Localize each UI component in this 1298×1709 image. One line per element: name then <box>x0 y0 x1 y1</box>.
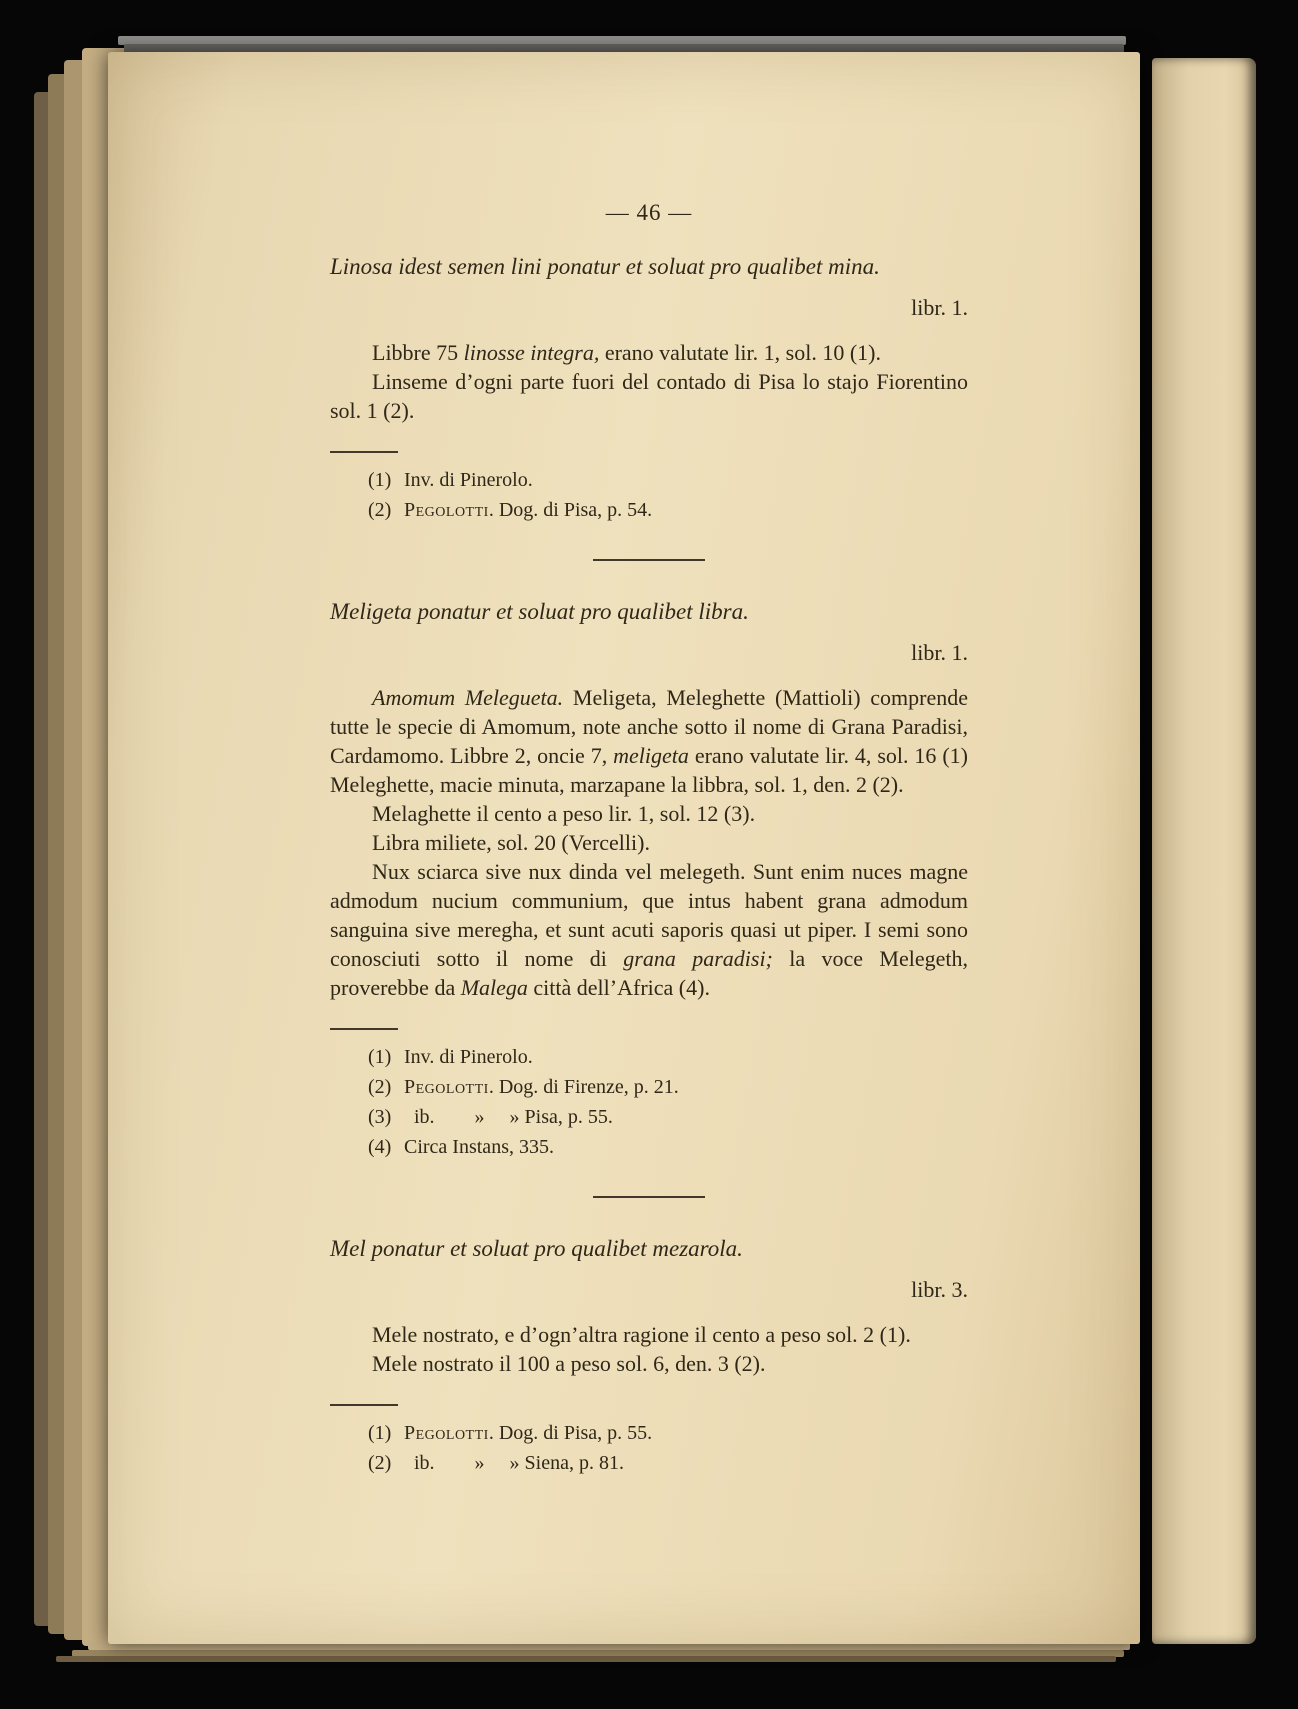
body-paragraph <box>330 857 968 1002</box>
entry-heading: Meligeta ponatur et soluat pro qualibet libra. <box>330 599 749 624</box>
footnotes <box>368 1418 968 1478</box>
text-run: città dell’Africa (4). <box>527 975 710 1000</box>
text-run: . Dog. di Firenze, p. 21. <box>488 1076 679 1098</box>
footnote-line <box>368 1042 968 1072</box>
text-run: Pegolotti <box>404 1076 489 1098</box>
text-run: grana paradisi; <box>623 946 773 971</box>
text-run: Meligeta, Meleghette (Mattioli) comprende tutte le specie di Amomum, note anche sotto il nome di Grana Paradisi, Cardamomo. Libbre 2, oncie 7, <box>330 685 968 768</box>
text-run: Nux sciarca sive nux dinda vel melegeth. Sunt enim nuces magne admodum nucium communium, que intus habent grana admodum sanguina sive meregha, et sunt acuti saporis quasi ut piper. I semi sono conosciuti sotto il nome di <box>330 859 968 971</box>
body-paragraph <box>330 1320 968 1349</box>
text-run: . Dog. di Pisa, p. 54. <box>488 499 653 521</box>
tariff-entry <box>330 1234 968 1478</box>
text-run: Pegolotti <box>404 1422 489 1444</box>
footnote-line <box>368 1448 968 1478</box>
text-run: Linseme d’ogni parte fuori del contado di Pisa lo stajo Fiorentino sol. 1 (2). <box>330 369 968 423</box>
footnotes <box>368 1042 968 1162</box>
page-bottom-edge <box>56 1656 1116 1662</box>
body-paragraph <box>330 828 968 857</box>
text-run: Libbre 75 <box>372 340 464 365</box>
footnote-line <box>368 465 968 495</box>
footnote-number: (2) <box>368 1076 392 1098</box>
tariff-value: libr. 1. <box>911 640 968 665</box>
page-number: — 46 — <box>605 200 693 225</box>
footnote-line <box>368 1072 968 1102</box>
section-divider <box>593 1196 705 1198</box>
entry-heading: Mel ponatur et soluat pro qualibet mezarola. <box>330 1236 743 1261</box>
body-paragraph <box>330 683 968 799</box>
footnote-line <box>368 495 968 525</box>
book-page <box>108 52 1140 1644</box>
text-run: Inv. di Pinerolo. <box>404 1046 533 1068</box>
body-paragraph <box>330 338 968 367</box>
text-run: Circa Instans, 335. <box>404 1136 554 1158</box>
page-sections <box>330 252 968 1478</box>
footnote-line <box>368 1418 968 1448</box>
tariff-entry <box>330 597 968 1162</box>
footnote-number: (4) <box>368 1136 392 1158</box>
text-run: ib. » » Siena, p. 81. <box>404 1452 624 1474</box>
tariff-value: libr. 1. <box>911 295 968 320</box>
text-run: . Dog. di Pisa, p. 55. <box>488 1422 653 1444</box>
text-run: linosse integra, <box>463 340 600 365</box>
text-run: la voce Melegeth, proverebbe da <box>330 946 968 1000</box>
text-run: Melaghette il cento a peso lir. 1, sol. 12 (3). <box>372 801 756 826</box>
entry-heading: Linosa idest semen lini ponatur et soluat pro qualibet mina. <box>330 254 880 279</box>
text-run: meligeta <box>613 743 689 768</box>
text-run: ib. » » Pisa, p. 55. <box>404 1106 613 1128</box>
text-run: Libra miliete, sol. 20 (Vercelli). <box>372 830 650 855</box>
footnotes <box>368 465 968 525</box>
text-run: Pegolotti <box>404 499 489 521</box>
text-run: erano valutate lir. 4, sol. 16 (1) Meleghette, macie minuta, marzapane la libbra, sol. 1, den. 2 (2). <box>330 743 968 797</box>
footnote-number: (2) <box>368 1452 392 1474</box>
text-run: erano valutate lir. 1, sol. 10 (1). <box>599 340 881 365</box>
body-paragraph <box>330 799 968 828</box>
footnote-rule <box>330 451 398 453</box>
body-paragraph <box>330 367 968 425</box>
tariff-entry <box>330 252 968 525</box>
footnote-line <box>368 1132 968 1162</box>
footnote-number: (1) <box>368 469 392 491</box>
footnote-number: (1) <box>368 1046 392 1068</box>
footnote-rule <box>330 1028 398 1030</box>
body-paragraph <box>330 1349 968 1378</box>
footnote-rule <box>330 1404 398 1406</box>
text-run: Mele nostrato, e d’ogn’altra ragione il cento a peso sol. 2 (1). <box>372 1322 911 1347</box>
footnote-number: (1) <box>368 1422 392 1444</box>
text-run: Amomum Melegueta. <box>372 685 564 710</box>
book-fore-edge <box>1152 58 1256 1644</box>
text-run: Malega <box>460 975 528 1000</box>
footnote-number: (3) <box>368 1106 392 1128</box>
footnote-number: (2) <box>368 499 392 521</box>
footnote-line <box>368 1102 968 1132</box>
text-run: Mele nostrato il 100 a peso sol. 6, den. 3 (2). <box>372 1351 766 1376</box>
tariff-value: libr. 3. <box>911 1277 968 1302</box>
section-divider <box>593 559 705 561</box>
text-run: Inv. di Pinerolo. <box>404 469 533 491</box>
